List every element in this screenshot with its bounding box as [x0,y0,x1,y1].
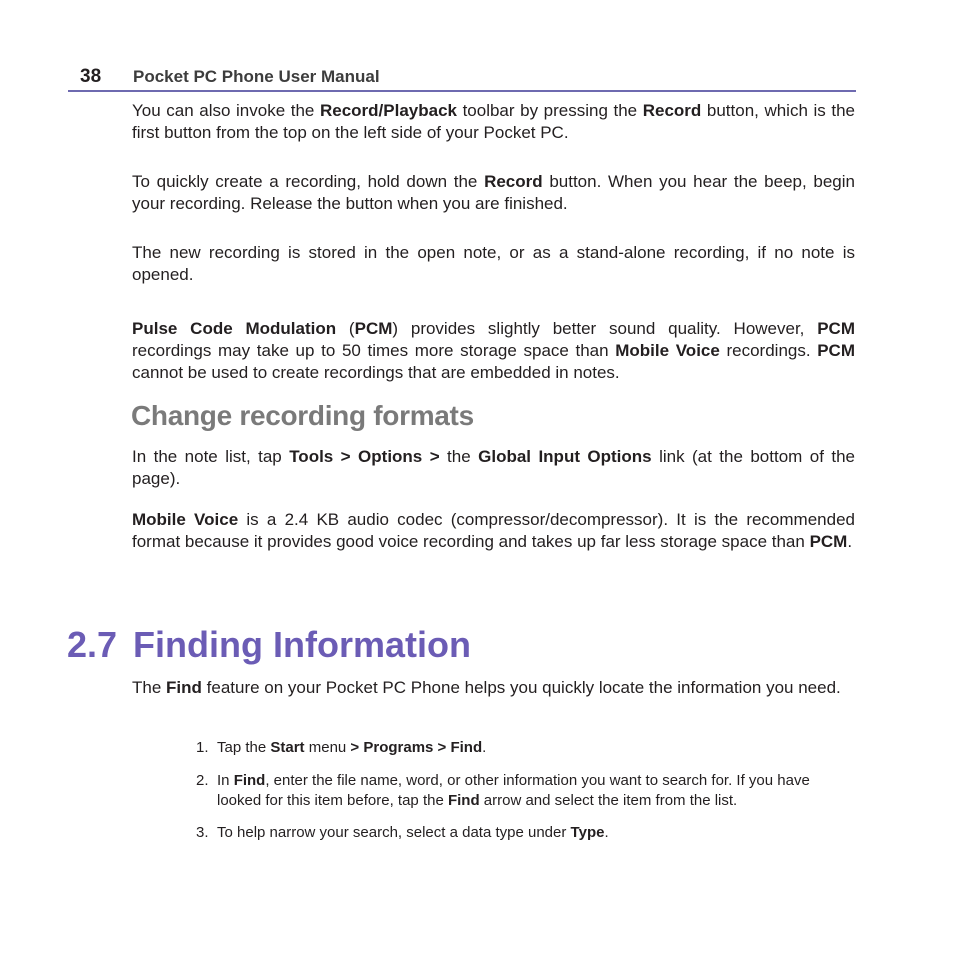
paragraph-note-list [132,446,855,490]
text-run: ) provides slightly better sound quality. However, [392,319,818,338]
text-run: button. When you hear the beep, begin your recording. Release the button when you are finished. [132,172,855,213]
text-run: recordings. [719,341,818,360]
bold-term: PCM [817,341,855,360]
bold-term: Mobile Voice [132,510,239,529]
bold-term: > Programs > Find [350,739,483,756]
page-header [68,64,856,92]
bold-term: Record/Playback [319,101,457,120]
text-run: You can also invoke the [132,101,320,120]
text-run: The new recording is stored in the open note, or as a stand-alone recording, if no note is opened. [132,243,855,284]
text-run: In the note list, tap [132,447,290,466]
step-text [217,823,856,843]
text-run: , enter the file name, word, or other information you want to search for. If you have looked for this item before, tap the [217,772,810,809]
text-run: arrow and select the item from the list. [479,792,738,809]
list-item [196,823,856,843]
bold-term: Tools > Options > [289,447,440,466]
step-number: 2. [196,772,209,789]
text-run: In [217,772,234,789]
bold-term: Start [270,739,305,756]
paragraph-find-intro [132,677,855,699]
bold-term: Find [166,678,202,697]
page-number: 38 [80,66,102,87]
text-run: link (at the bottom of the page). [132,447,855,488]
text-run: recordings may take up to 50 times more storage space than [132,341,616,360]
bold-term: Mobile Voice [615,341,720,360]
chapter-number: 2.7 [67,624,118,665]
text-run: To quickly create a recording, hold down the [132,172,485,191]
bold-term: Record [642,101,702,120]
text-run: cannot be used to create recordings that are embedded in notes. [132,363,620,382]
paragraph-storage [132,242,855,286]
bold-term: PCM [354,319,393,338]
chapter-heading [67,624,471,666]
bold-term: Pulse Code Modulation [132,319,337,338]
bold-term: PCM [809,532,848,551]
bold-term: Find [447,792,480,809]
list-item [196,738,856,758]
bold-term: Record [484,172,543,191]
text-run: is a 2.4 KB audio codec (compressor/decompressor). It is the recommended format because it provides good voice recording and takes up far less storage space than [132,510,855,551]
bold-term: Type [570,824,605,841]
paragraph-mobile-voice [132,509,855,553]
text-run: toolbar by pressing the [456,101,643,120]
text-run: . [847,532,853,551]
paragraph-quick-recording [132,171,855,215]
bold-term: Find [233,772,266,789]
text-run: The [132,678,167,697]
text-run: . [482,739,487,756]
step-number: 3. [196,824,209,841]
chapter-title: Finding Information [133,624,471,665]
text-run: To help narrow your search, select a data type under [217,824,571,841]
text-run: button, which is the first button from the top on the left side of your Pocket PC. [132,101,855,142]
text-run: the [439,447,479,466]
paragraph-record-playback [132,100,855,144]
step-number: 1. [196,739,209,756]
text-run: . [604,824,609,841]
list-item [196,771,856,811]
paragraph-pcm [132,318,855,384]
text-run: menu [304,739,351,756]
section-subheading: Change recording formats [131,400,474,431]
bold-term: PCM [817,319,855,338]
text-run: feature on your Pocket PC Phone helps you quickly locate the information you need. [201,678,841,697]
bold-term: Global Input Options [478,447,652,466]
manual-title: Pocket PC Phone User Manual [133,67,380,86]
text-run: Tap the [217,739,271,756]
step-text [217,771,856,811]
text-run: ( [336,319,355,338]
step-text [217,738,856,758]
